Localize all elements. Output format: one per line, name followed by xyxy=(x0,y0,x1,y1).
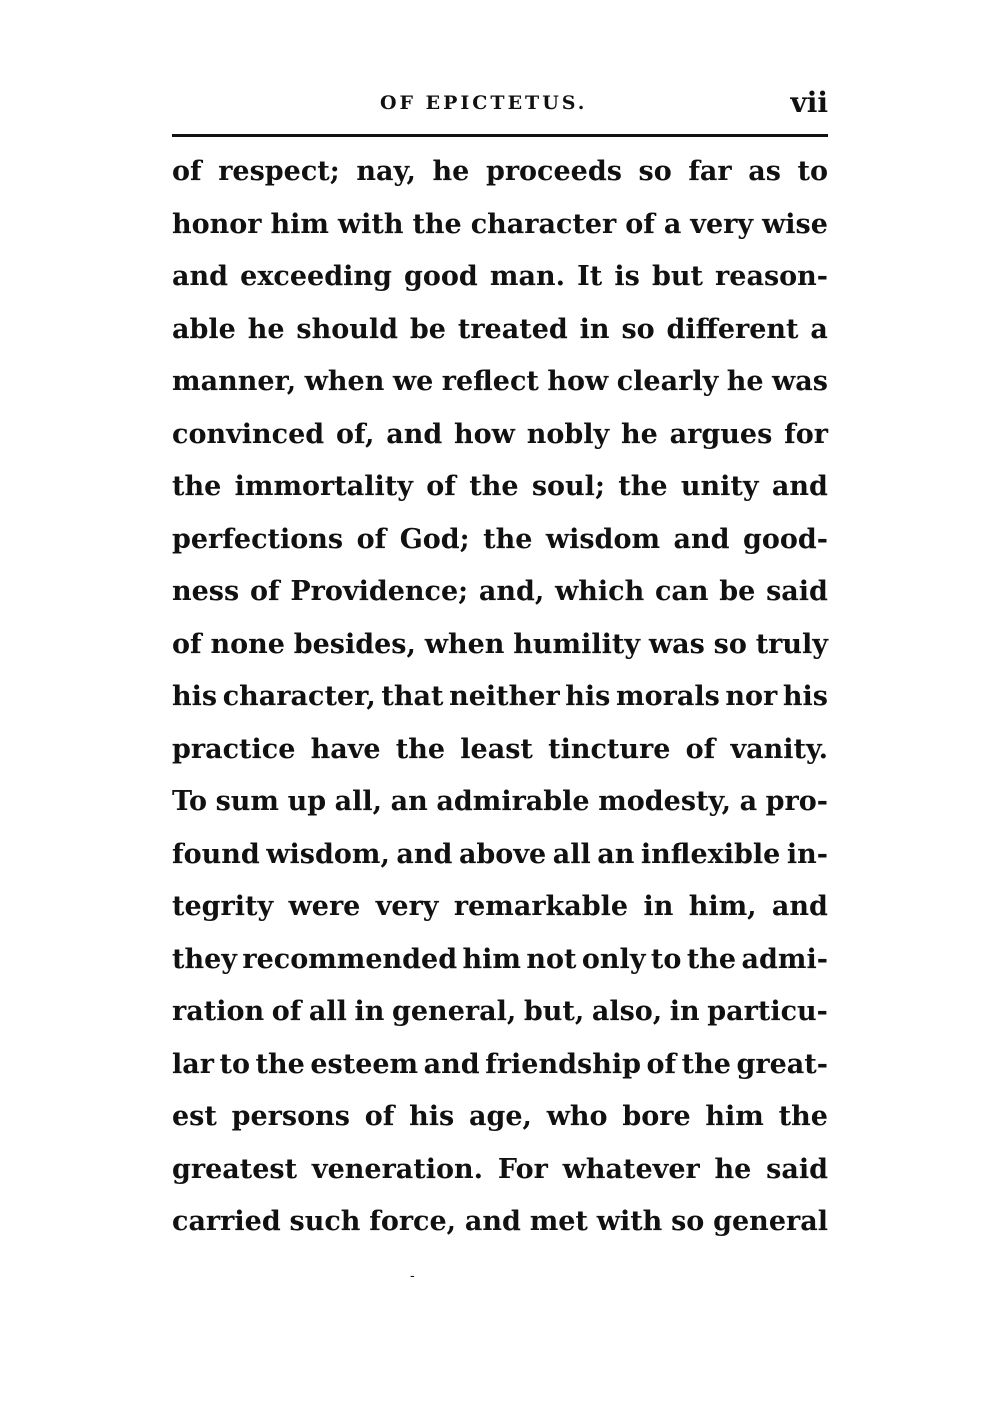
text-line: greatest veneration. For whatever he said xyxy=(172,1153,828,1185)
text-line: To sum up all, an admirable modesty, a pro- xyxy=(172,786,828,817)
text-line: found wisdom, and above all an inflexible in- xyxy=(172,838,828,870)
text-line: ration of all in general, but, also, in particu- xyxy=(172,996,828,1027)
text-line: of none besides, when humility was so truly xyxy=(172,628,828,660)
text-line: of respect; nay, he proceeds so far as to xyxy=(172,156,828,187)
text-line: and exceeding good man. It is but reason- xyxy=(172,261,828,292)
text-line: honor him with the character of a very wise xyxy=(172,208,828,240)
body-text xyxy=(172,146,828,1249)
header-rule xyxy=(172,134,828,137)
text-line: lar to the esteem and friendship of the great- xyxy=(172,1048,828,1080)
text-line: est persons of his age, who bore him the xyxy=(172,1101,828,1132)
text-line: tegrity were very remarkable in him, and xyxy=(172,891,828,922)
text-line: able he should be treated in so different a xyxy=(172,313,828,345)
footer-mark: - xyxy=(410,1268,415,1284)
text-line: manner, when we reflect how clearly he was xyxy=(172,366,828,397)
text-line: they recommended him not only to the admi- xyxy=(172,943,828,975)
text-line: his character, that neither his morals nor his xyxy=(172,681,828,712)
text-line: carried such force, and met with so general xyxy=(172,1206,828,1237)
text-line: convinced of, and how nobly he argues for xyxy=(172,418,828,450)
text-line: practice have the least tincture of vanity. xyxy=(172,733,828,765)
page-number: vii xyxy=(790,86,828,119)
running-title: OF EPICTETUS. xyxy=(380,92,588,114)
text-line: the immortality of the soul; the unity and xyxy=(172,471,828,502)
text-line: perfections of God; the wisdom and good- xyxy=(172,523,828,555)
text-line: ness of Providence; and, which can be said xyxy=(172,576,828,607)
